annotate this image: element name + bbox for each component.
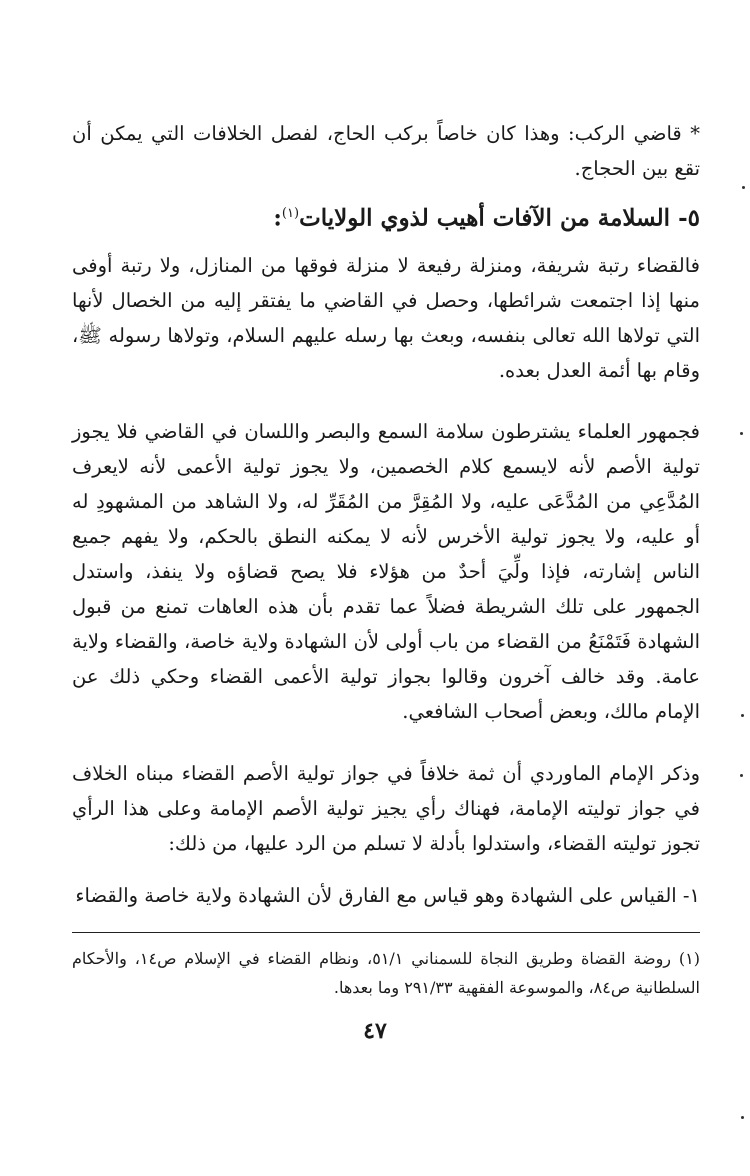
paragraph-text: فجمهور العلماء يشترطون سلامة السمع والبصر واللسان في القاضي فلا يجوز تولية الأصم لأنه لايسمع كلام الخصمين، ولا يجوز تولية الأعمى لأنه لايعرف المُدَّعِي من المُدَّعَى عليه، ولا المُقِرَّ من المُقَرِّ له، ولا الشاهد من المشهودِ له أو عليه، ولا يجوز تولية الأخرس لأنه لا يمكنه النطق بالحكم، ولا يفهم جميع الناس إشارته، فإذا ولِّيَ أحدٌ من هؤلاء فلا يصح قضاؤه ولا ينفذ، واستدل الجمهور على تلك الشريطة فضلاً عما تقدم بأن هذه العاهات تمنع من قبول الشهادة فَتَمْنَعُ من القضاء من باب أولى لأن الشهادة ولاية خاصة، والقضاء ولاية عامة. وقد خالف آخرون وقالوا بجواز تولية الأعمى القضاء وحكي ذلك عن الإمام مالك، وبعض أصحاب الشافعي. — [72, 420, 700, 723]
body-paragraph — [72, 248, 700, 388]
scan-mark — [742, 186, 745, 189]
paragraph-text: فالقضاء رتبة شريفة، ومنزلة رفيعة لا منزلة فوقها من المنازل، ولا رتبة أوفى منها إذا اجتمعت شرائطها، وحصل في القاضي ما يفتقر إليه من الخصال لأنها التي تولاها الله تعالى بنفسه، وبعث بها رسله عليهم السلام، وتولاها رسوله ﷺ، وقام بها أئمة العدل بعده. — [72, 254, 700, 382]
intro-paragraph — [72, 116, 700, 186]
paragraph-text: وذكر الإمام الماوردي أن ثمة خلافاً في جواز تولية الأصم القضاء مبناه الخلاف في جواز توليته الإمامة، فهناك رأي يجيز تولية الأصم الإمامة وعلى هذا الرأي تجوز توليته القضاء، واستدلوا بأدلة لا تسلم من الرد عليها، من ذلك: — [72, 762, 700, 855]
section-heading — [72, 196, 700, 237]
body-paragraph — [72, 414, 700, 729]
paragraph-text: ١- القياس على الشهادة وهو قياس مع الفارق لأن الشهادة ولاية خاصة والقضاء — [75, 884, 700, 907]
footnote-text: (١) روضة القضاة وطريق النجاة للسمناني ٥١/١، ونظام القضاء في الإسلام ص١٤، والأحكام السلطانية ص٨٤، والموسوعة الفقهية ٢٩١/٣٣ وما بعدها. — [72, 949, 700, 997]
footnote-reference: (١) — [281, 206, 300, 221]
scan-mark — [740, 432, 743, 435]
footnote — [72, 944, 700, 1002]
page-number: ٤٧ — [363, 1018, 387, 1044]
scan-mark — [740, 774, 743, 777]
heading-text: ٥- السلامة من الآفات أهيب لذوي الولايات — [299, 204, 700, 232]
paragraph-text: * قاضي الركب: وهذا كان خاصاً بركب الحاج، لفصل الخلافات التي يمكن أن تقع بين الحجاج. — [72, 122, 700, 180]
heading-suffix: : — [273, 204, 282, 232]
scan-mark — [741, 714, 744, 717]
scan-mark — [741, 1116, 744, 1119]
body-paragraph — [72, 756, 700, 861]
body-paragraph — [72, 878, 700, 913]
footnote-divider — [72, 932, 700, 933]
